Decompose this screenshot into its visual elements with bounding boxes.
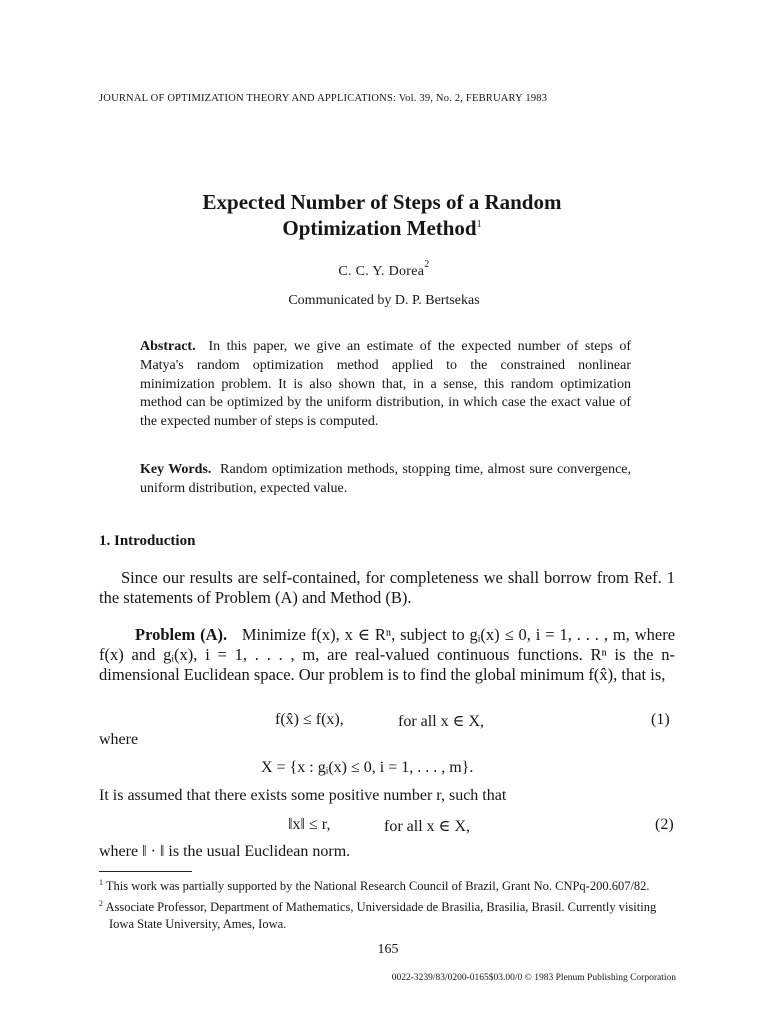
- keywords-label: Key Words.: [140, 462, 212, 477]
- running-header: JOURNAL OF OPTIMIZATION THEORY AND APPLICATIONS: Vol. 39, No. 2, FEBRUARY 1983: [99, 93, 548, 104]
- title-footnote-mark: 1: [476, 219, 482, 230]
- footnote-1-mark: 1: [99, 878, 103, 887]
- footnotes: [99, 874, 679, 933]
- footnote-2: [99, 895, 679, 933]
- communicated-by: Communicated by D. P. Bertsekas: [288, 293, 480, 308]
- paper-title-line-1: Expected Number of Steps of a Random: [202, 190, 562, 214]
- norm-definition-text: where ‖ · ‖ is the usual Euclidean norm.: [99, 843, 351, 860]
- footnote-2-mark: 2: [99, 899, 103, 908]
- feasible-set-equation: X = {x : gᵢ(x) ≤ 0, i = 1, . . . , m}.: [261, 759, 474, 776]
- abstract-block: [140, 338, 631, 432]
- where-text: where: [99, 731, 139, 748]
- equation-2-number: (2): [655, 816, 674, 833]
- page-number: 165: [377, 942, 399, 957]
- paper-title-text: Optimization Method: [282, 216, 477, 240]
- abstract-label: Abstract.: [140, 339, 196, 354]
- equation-1-condition: for all x ∈ X,: [398, 713, 485, 730]
- section-heading: 1. Introduction: [99, 533, 196, 549]
- problem-text: Minimize f(x), x ∈ Rⁿ, subject to gᵢ(x) ≤ 0, i = 1, . . . , m, where f(x) and gᵢ(x), i = 1, . . . , m, are real-valued continuous functions. Rⁿ is the n-dimensional Euclidean space. Our problem is to find the global minimum f(x̂), that is,: [99, 625, 676, 684]
- abstract-text: In this paper, we give an estimate of the expected number of steps of Matya's random optimization method applied to the constrained nonlinear minimization problem. It is also shown that, in a sense, this random optimization method can be optimized by the uniform distribution, in which case the exact value of the expected number of steps is computed.: [140, 339, 632, 430]
- equation-2-condition: for all x ∈ X,: [384, 818, 471, 835]
- footnote-1: [99, 874, 679, 895]
- copyright-line: 0022-3239/83/0200-0165$03.00/0 © 1983 Plenum Publishing Corporation: [391, 973, 676, 983]
- author-line: [0, 259, 768, 280]
- equation-1-number: (1): [651, 711, 670, 728]
- footnote-divider: [99, 871, 192, 872]
- keywords-text: Random optimization methods, stopping time, almost sure convergence, uniform distribution, expected value.: [140, 462, 631, 496]
- problem-label: Problem (A).: [135, 625, 228, 644]
- equation-2-lhs: ‖x‖ ≤ r,: [288, 816, 331, 833]
- intro-paragraph: Since our results are self-contained, for completeness we shall borrow from Ref. 1 the statements of Problem (A) and Method (B).: [99, 568, 675, 607]
- equation-1-lhs: f(x̂) ≤ f(x),: [275, 711, 344, 728]
- footnote-1-text: This work was partially supported by the National Research Council of Brazil, Grant No. CNPq-200.607/82.: [105, 879, 650, 893]
- author-name: C. C. Y. Dorea: [338, 264, 425, 279]
- keywords-block: [140, 460, 631, 498]
- assumption-text: It is assumed that there exists some positive number r, such that: [99, 787, 507, 804]
- paper-title-line-2: [0, 216, 766, 241]
- footnote-2-text: Associate Professor, Department of Mathematics, Universidade de Brasilia, Brasilia, Brasil. Currently visiting Iowa State University, Ames, Iowa.: [105, 900, 657, 931]
- problem-paragraph: [99, 625, 675, 685]
- author-footnote-mark: 2: [424, 259, 430, 270]
